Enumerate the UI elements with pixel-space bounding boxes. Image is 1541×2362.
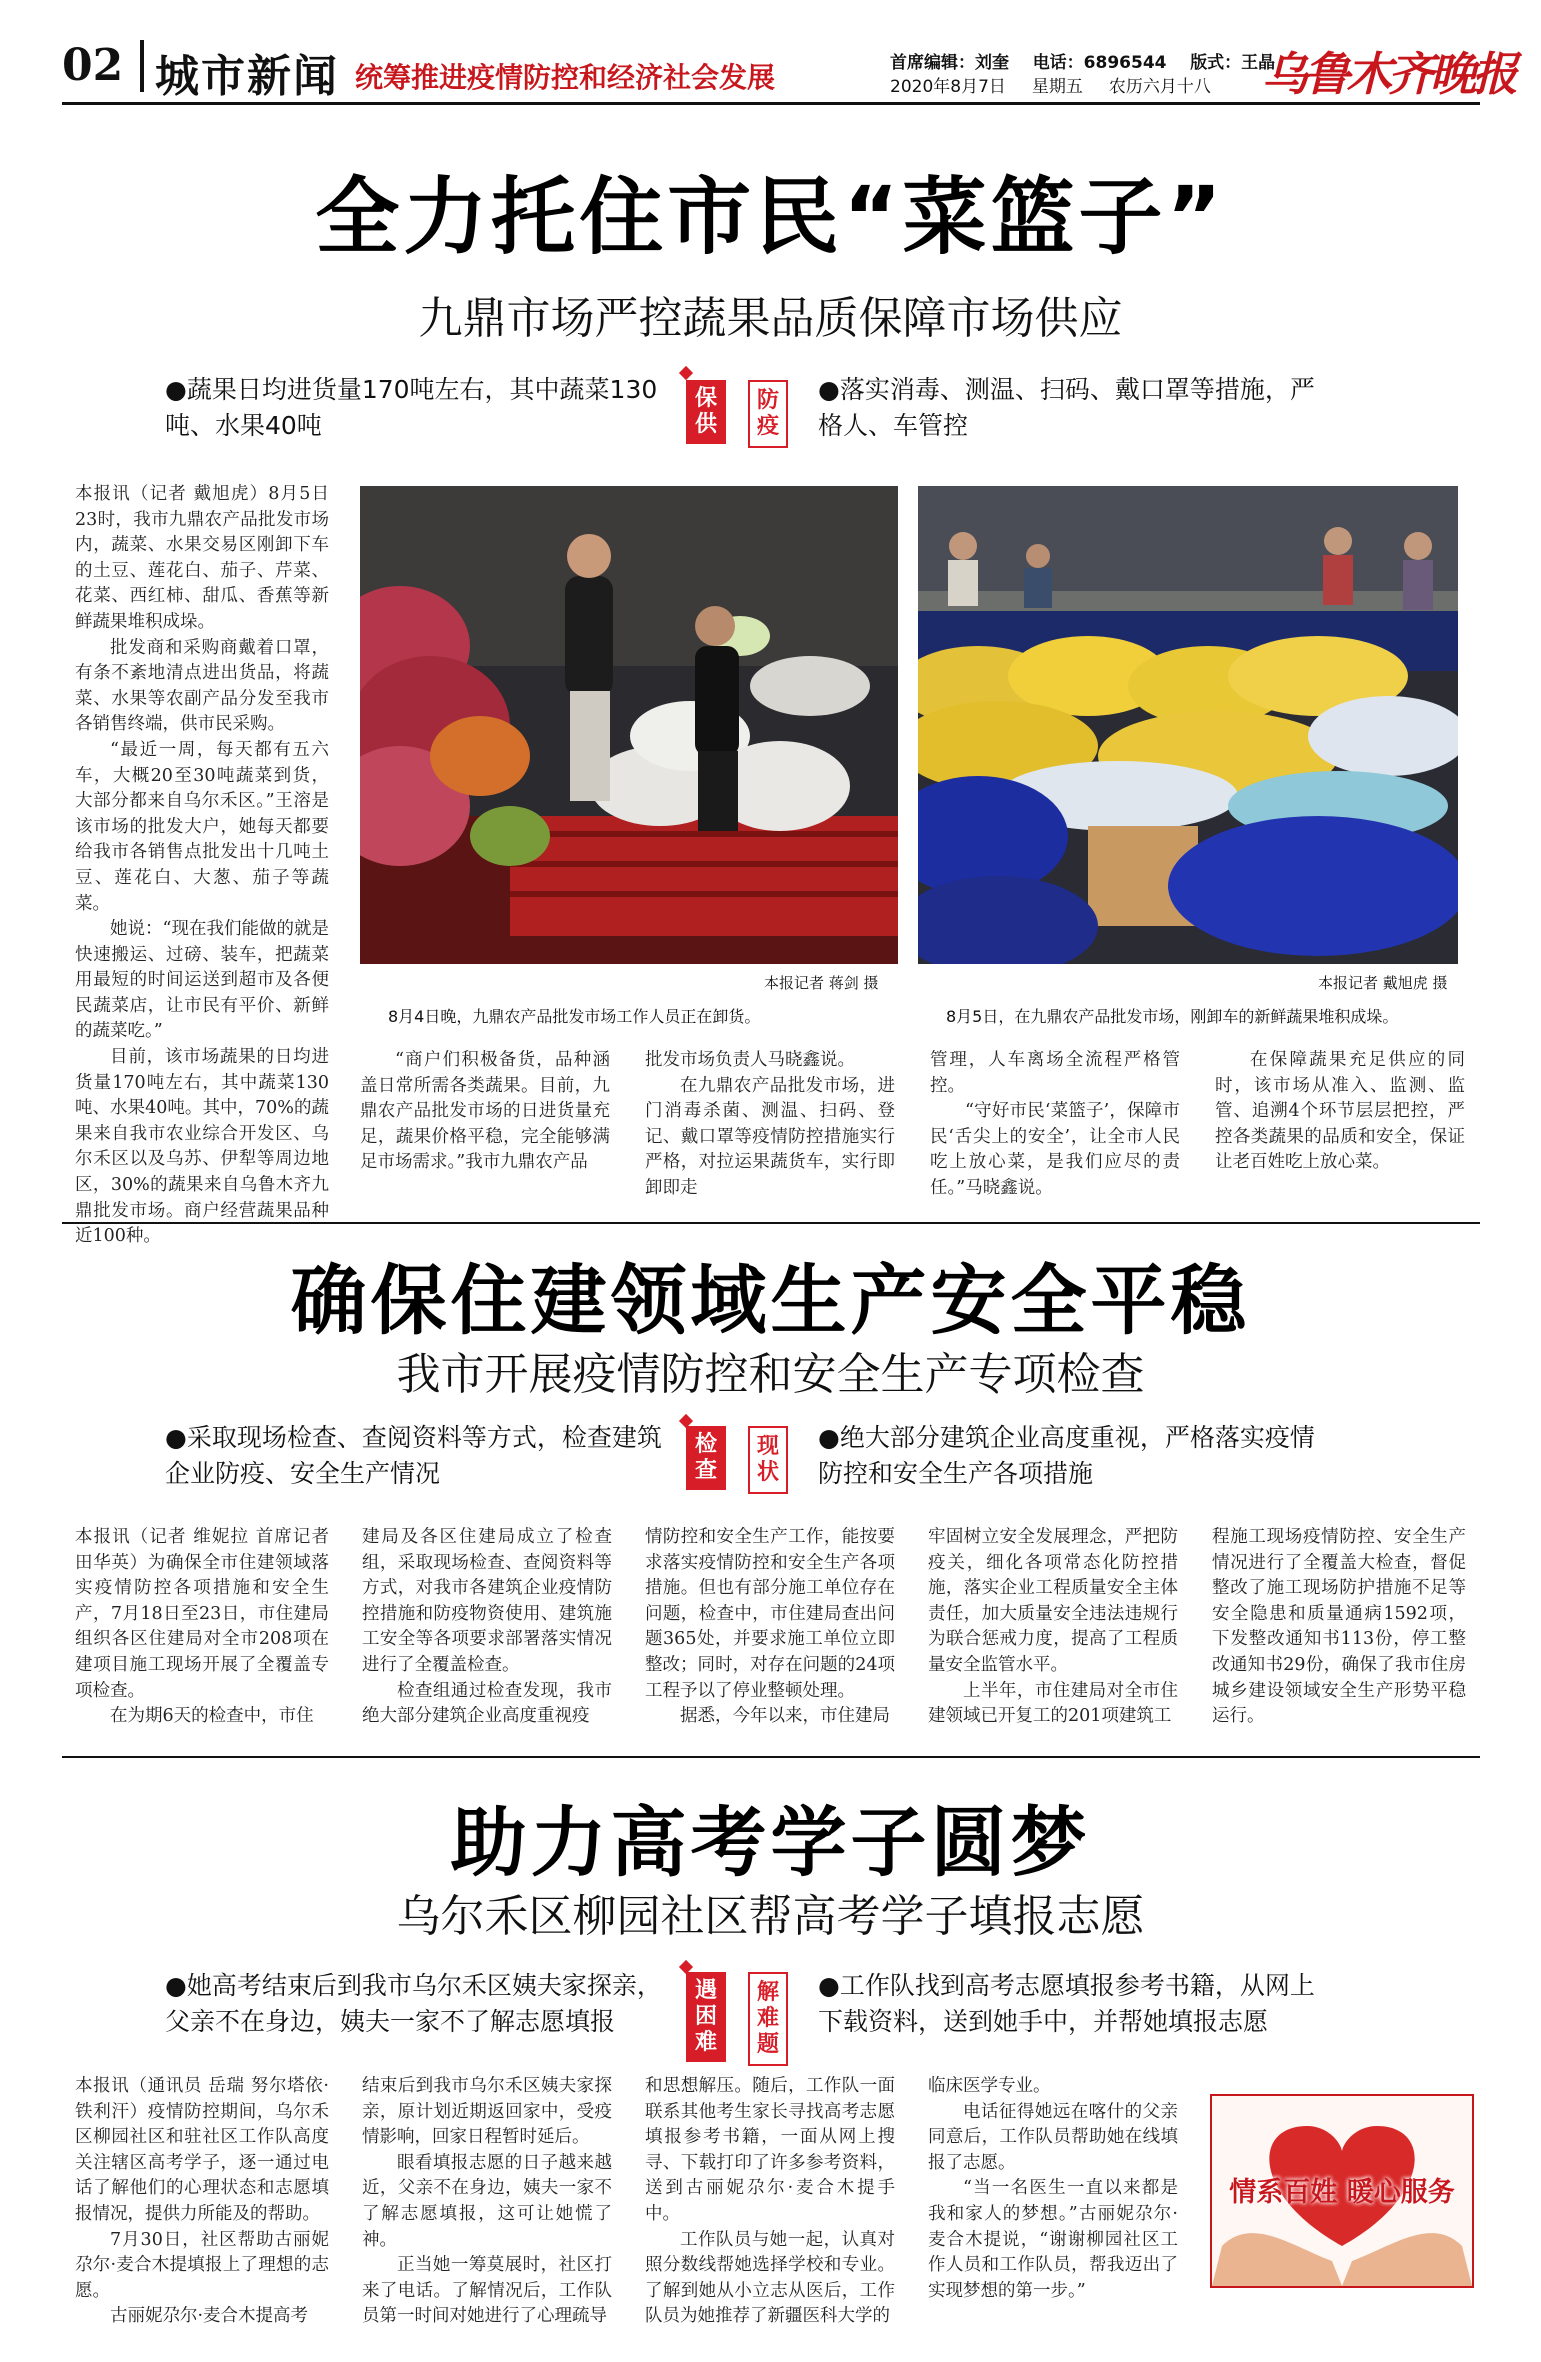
story1-col3-p2: 在九鼎农产品批发市场，进门消毒杀菌、测温、扫码、登记、戴口罩等疫情防控措施实行严格，对拉运果蔬货车，实行即卸即走 bbox=[645, 1075, 895, 1198]
story3-col2-p1: 结束后到我市乌尔禾区姨夫家探亲，原计划近期返回家中，受疫情影响，回家日程暂时延后。 bbox=[362, 2076, 612, 2148]
story-divider-1 bbox=[62, 1222, 1480, 1224]
date: 2020年8月7日 bbox=[890, 77, 1006, 97]
story2-col4 bbox=[928, 1525, 1178, 1730]
story3-col3 bbox=[645, 2074, 895, 2330]
story3-col4 bbox=[928, 2074, 1178, 2304]
story2-headline: 确保住建领域生产安全平稳 bbox=[290, 1256, 1251, 1345]
story3-headline: 助力高考学子圆梦 bbox=[450, 1798, 1091, 1887]
story3-col1-p2: 7月30日，社区帮助古丽妮尕尔·麦合木提填报上了理想的志愿。 bbox=[75, 2229, 329, 2301]
story1-col4-p1: 管理，人车离场全流程严格管控。 bbox=[930, 1050, 1180, 1096]
photo-market-image bbox=[918, 486, 1458, 964]
badge-text: 情系百姓 暖心服务 bbox=[1229, 2177, 1455, 2208]
story3-subhead: 乌尔禾区柳园社区帮高考学子填报志愿 bbox=[396, 1891, 1145, 1942]
story2-col1-p2: 在为期6天的检查中，市住 bbox=[110, 1706, 314, 1727]
header-rule bbox=[62, 102, 1480, 105]
story1-right-bullet: ●落实消毒、测温、扫码、戴口罩等措施，严格人、车管控 bbox=[818, 375, 1315, 440]
story3-col3-p1: 和思想解压。随后，工作队一面联系其他考生家长寻找高考志愿填报参考书籍，一面从网上搜寻、下载打印了许多参考资料，送到古丽妮尕尔·麦合木提手中。 bbox=[645, 2076, 895, 2224]
chief-editor: 首席编辑：刘奎 bbox=[890, 53, 1009, 73]
page-number: 02 bbox=[62, 40, 124, 91]
story3-col4-p3: “当一名医生一直以来都是我和家人的梦想。”古丽妮尕尔·麦合木提说，“谢谢柳园社区工作人员和工作队员，帮我迈出了实现梦想的第一步。” bbox=[928, 2178, 1178, 2301]
story2-col1-p1: 本报讯（记者 维妮拉 首席记者 田华英）为确保全市住建领域落实疫情防控各项措施和安全生产，7月18日至23日，市住建局组织各区住建局对全市208项在建项目施工现场开展了全覆盖专项检查。 bbox=[75, 1527, 329, 1701]
photo-unloading bbox=[360, 486, 898, 964]
story3-left-bullet: ●她高考结束后到我市乌尔禾区姨夫家探亲，父亲不在身边，姨夫一家不了解志愿填报 bbox=[165, 1971, 662, 2036]
story1-col1-p3: “最近一周，每天都有五六车，大概20至30吨蔬菜到货，大部分都来自乌尔禾区。”王溶是该市场的批发大户，她每天都要给我市各销售点批发出十几吨土豆、莲花白、大葱、茄子等蔬菜。 bbox=[75, 739, 329, 914]
story3-col2-p2: 眼看填报志愿的日子越来越近，父亲不在身边，姨夫一家不了解志愿填报，这可让她慌了神。 bbox=[362, 2152, 612, 2250]
story1-col2 bbox=[360, 1048, 610, 1176]
story3-tag-left: 遇困难 bbox=[686, 1972, 726, 2062]
section-slogan: 统筹推进疫情防控和经济社会发展 bbox=[355, 61, 776, 94]
story1-col1 bbox=[75, 482, 329, 1250]
story3-tag-right: 解难题 bbox=[748, 1972, 788, 2066]
story3-col4-p2: 电话征得她远在喀什的父亲同意后，工作队员帮助她在线填报了志愿。 bbox=[928, 2101, 1178, 2173]
story1-tag-right: 防疫 bbox=[748, 380, 788, 448]
story1-subhead: 九鼎市场严控蔬果品质保障市场供应 bbox=[418, 293, 1123, 344]
story2-col4-p1: 牢固树立安全发展理念，严把防疫关，细化各项常态化防控措施，落实企业工程质量安全主体责任，加大质量安全违法违规行为联合惩戒力度，提高了工程质量安全监管水平。 bbox=[928, 1527, 1178, 1675]
story1-col1-p4: 她说：“现在我们能做的就是快速搬运、过磅、装车，把蔬菜用最短的时间运送到超市及各便民蔬菜店，让市民有平价、新鲜的蔬菜吃。” bbox=[75, 919, 329, 1042]
story2-col3-p2: 据悉，今年以来，市住建局 bbox=[680, 1706, 890, 1727]
story2-col3 bbox=[645, 1525, 895, 1730]
photo2-caption: 8月5日，在九鼎农产品批发市场，刚卸车的新鲜蔬果堆积成垛。 bbox=[946, 1007, 1399, 1026]
story2-right-bullet: ●绝大部分建筑企业高度重视，严格落实疫情防控和安全生产各项措施 bbox=[818, 1423, 1315, 1488]
photo1-caption: 8月4日晚，九鼎农产品批发市场工作人员正在卸货。 bbox=[388, 1007, 761, 1026]
story3-col2-p3: 正当她一筹莫展时，社区打来了电话。了解情况后，工作队员第一时间对她进行了心理疏导 bbox=[362, 2255, 612, 2327]
story1-col5 bbox=[1215, 1048, 1465, 1176]
story2-tag-left: 检查 bbox=[686, 1426, 726, 1490]
story1-left-bullet: ●蔬果日均进货量170吨左右，其中蔬菜130吨、水果40吨 bbox=[165, 375, 658, 440]
photo-market bbox=[918, 486, 1458, 964]
story1-diamond-top bbox=[679, 366, 693, 380]
story2-col5 bbox=[1212, 1525, 1466, 1730]
story3-col1-p3: 古丽妮尕尔·麦合木提高考 bbox=[110, 2306, 309, 2327]
story2-tag-right: 现状 bbox=[748, 1426, 788, 1494]
story3-col2 bbox=[362, 2074, 612, 2330]
editor-credits bbox=[890, 48, 1275, 73]
story2-col2 bbox=[362, 1525, 612, 1730]
section-title: 城市新闻 bbox=[155, 51, 339, 102]
weekday: 星期五 bbox=[1031, 77, 1083, 97]
story1-headline: 全力托住市民“菜篮子” bbox=[315, 168, 1226, 266]
story2-left-bullet: ●采取现场检查、查阅资料等方式，检查建筑企业防疫、安全生产情况 bbox=[165, 1423, 662, 1488]
story1-col2-p1: “商户们积极备货，品种涵盖日常所需各类蔬果。目前，九鼎农产品批发市场的日进货量充足，蔬果价格平稳，完全能够满足市场需求。”我市九鼎农产品 bbox=[360, 1050, 610, 1173]
story3-col1 bbox=[75, 2074, 329, 2330]
phone: 电话：6896544 bbox=[1032, 53, 1167, 73]
header-divider bbox=[140, 40, 144, 92]
story1-tag-left: 保供 bbox=[686, 380, 726, 444]
lunar-date: 农历六月十八 bbox=[1108, 77, 1211, 97]
story2-col1 bbox=[75, 1525, 329, 1730]
photo-unloading-image bbox=[360, 486, 898, 964]
story1-col1-p5: 目前，该市场蔬果的日均进货量170吨左右，其中蔬菜130吨、水果40吨。其中，70%的蔬果来自我市农业综合开发区、乌尔禾区以及乌苏、伊犁等周边地区，30%的蔬果来自乌鲁木齐九鼎批发市场。商户经营蔬果品种近100种。 bbox=[75, 1047, 329, 1247]
story1-col4-p2: “守好市民‘菜篮子’，保障市民‘舌尖上的安全’，让全市人民吃上放心菜，是我们应尽的责任。”马晓鑫说。 bbox=[930, 1101, 1180, 1198]
story2-subhead: 我市开展疫情防控和安全生产专项检查 bbox=[396, 1349, 1145, 1400]
story1-col3-p1: 批发市场负责人马晓鑫说。 bbox=[645, 1050, 855, 1070]
story-divider-2 bbox=[62, 1756, 1480, 1758]
story3-col3-p2: 工作队员与她一起，认真对照分数线帮她选择学校和专业。了解到她从小立志从医后，工作队员为她推荐了新疆医科大学的 bbox=[645, 2229, 895, 2327]
photo1-credit: 本报记者 蒋剑 摄 bbox=[764, 974, 879, 992]
story2-col4-p2: 上半年，市住建局对全市住建领域已开复工的201项建筑工 bbox=[928, 1680, 1178, 1727]
newspaper-logo: 乌鲁木齐晚报 bbox=[1262, 47, 1514, 101]
story1-col1-p2: 批发商和采购商戴着口罩，有条不紊地清点进出货品，将蔬菜、水果等农副产品分发至我市各销售终端，供市民采购。 bbox=[75, 637, 329, 735]
story2-col2-p2: 检查组通过检查发现，我市绝大部分建筑企业高度重视疫 bbox=[362, 1680, 612, 1727]
story2-col2-p1: 建局及各区住建局成立了检查组，采取现场检查、查阅资料等方式，对我市各建筑企业疫情防控措施和防疫物资使用、建筑施工安全等各项要求部署落实情况进行了全覆盖检查。 bbox=[362, 1527, 612, 1675]
layout-editor: 版式：王晶 bbox=[1190, 53, 1276, 73]
issue-date bbox=[890, 72, 1237, 97]
story1-col5-p1: 在保障蔬果充足供应的同时，该市场从准入、监测、监管、追溯4个环节层层把控，严控各类蔬果的品质和安全，保证让老百姓吃上放心菜。 bbox=[1215, 1050, 1465, 1173]
story3-col1-p1: 本报讯（通讯员 岳瑞 努尔塔依·铁利汗）疫情防控期间，乌尔禾区柳园社区和驻社区工作队高度关注辖区高考学子，逐一通过电话了解他们的心理状态和志愿填报情况，提供力所能及的帮助。 bbox=[75, 2076, 329, 2224]
story1-col4 bbox=[930, 1048, 1180, 1202]
story3-col4-p1: 临床医学专业。 bbox=[928, 2076, 1051, 2096]
story1-col1-p1: 本报讯（记者 戴旭虎）8月5日23时，我市九鼎农产品批发市场内，蔬菜、水果交易区刚卸下车的土豆、莲花白、茄子、芹菜、花菜、西红柿、甜瓜、香蕉等新鲜蔬果堆积成垛。 bbox=[75, 484, 329, 632]
story2-col5-p1: 程施工现场疫情防控、安全生产情况进行了全覆盖大检查，督促整改了施工现场防护措施不足等安全隐患和质量通病1592项，下发整改通知书113份，停工整改通知书29份，确保了我市住房城乡建设领域安全生产形势平稳运行。 bbox=[1212, 1527, 1466, 1727]
photo2-credit: 本报记者 戴旭虎 摄 bbox=[1318, 974, 1448, 992]
story1-col3 bbox=[645, 1048, 895, 1202]
story3-right-bullet: ●工作队找到高考志愿填报参考书籍，从网上下载资料，送到她手中，并帮她填报志愿 bbox=[818, 1971, 1315, 2036]
story2-col3-p1: 情防控和安全生产工作，能按要求落实疫情防控和安全生产各项措施。但也有部分施工单位存在问题，检查中，市住建局查出问题365处，并要求施工单位立即整改；同时，对存在问题的24项工程予以了停业整顿处理。 bbox=[645, 1527, 895, 1701]
service-badge bbox=[1210, 2094, 1474, 2288]
